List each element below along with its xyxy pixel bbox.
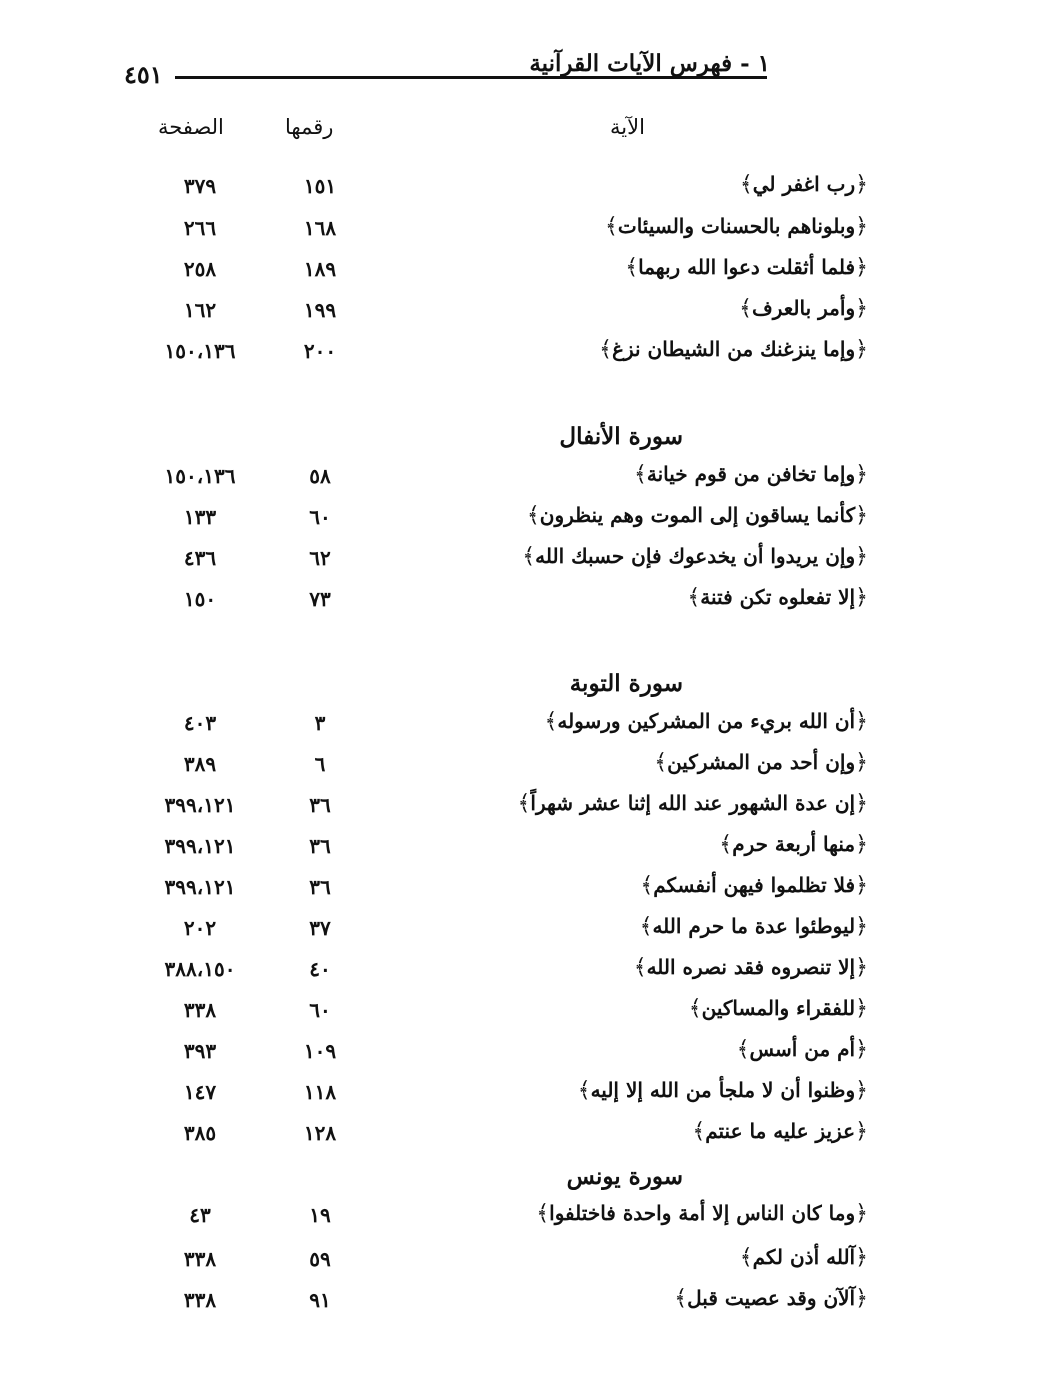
verse-number: ٦٢ xyxy=(309,546,331,570)
verse-text: ﴿وبلوناهم بالحسنات والسيئات﴾ xyxy=(604,214,868,239)
ornate-bracket-open: ﴿ xyxy=(855,791,868,816)
page-ref: ٣٧٩ xyxy=(183,174,217,198)
verse-number: ١٥١ xyxy=(303,174,337,198)
index-row xyxy=(0,460,1038,496)
ornate-bracket-open: ﴿ xyxy=(855,1037,868,1062)
page-ref: ٣٩٩،١٢١ xyxy=(164,793,236,817)
page-ref: ٤٣ xyxy=(189,1203,211,1227)
ornate-bracket-open: ﴿ xyxy=(855,914,868,939)
index-row xyxy=(0,707,1038,743)
ornate-bracket-close: ﴾ xyxy=(739,172,753,197)
verse-text: ﴿وأمر بالعرف﴾ xyxy=(739,296,868,321)
page-ref: ١٤٧ xyxy=(183,1080,217,1104)
verse-number: ٣٧ xyxy=(309,916,331,940)
page-ref: ٢٠٢ xyxy=(183,916,217,940)
ornate-bracket-close: ﴾ xyxy=(633,955,647,980)
page-ref: ٤٠٣ xyxy=(183,711,217,735)
page-ref: ١٥٠ xyxy=(183,587,217,611)
index-row xyxy=(0,212,1038,248)
page-ref: ٣٩٩،١٢١ xyxy=(164,834,236,858)
verse-text: ﴿وإن أحد من المشركين﴾ xyxy=(654,750,868,775)
ornate-bracket-close: ﴾ xyxy=(687,585,701,610)
verse-text: ﴿إلا تفعلوه تكن فتنة﴾ xyxy=(687,585,868,610)
verse-text: ﴿عزيز عليه ما عنتم﴾ xyxy=(692,1119,868,1144)
ornate-bracket-open: ﴿ xyxy=(855,255,868,280)
ornate-bracket-open: ﴿ xyxy=(855,544,868,569)
verse-text: ﴿كأنما يساقون إلى الموت وهم ينظرون﴾ xyxy=(526,503,868,528)
ornate-bracket-close: ﴾ xyxy=(577,1078,591,1103)
page-ref: ٣٩٩،١٢١ xyxy=(164,875,236,899)
ornate-bracket-close: ﴾ xyxy=(739,296,752,321)
page-ref: ٢٦٦ xyxy=(183,216,217,240)
verse-number: ٣٦ xyxy=(309,834,331,858)
verse-text: ﴿إن عدة الشهور عند الله إثنا عشر شهراً﴾ xyxy=(517,791,868,816)
ornate-bracket-close: ﴾ xyxy=(640,873,654,898)
verse-number: ١١٨ xyxy=(303,1080,337,1104)
page-ref: ٤٣٦ xyxy=(183,546,217,570)
verse-text: ﴿فلا تظلموا فيهن أنفسكم﴾ xyxy=(640,873,868,898)
index-row xyxy=(0,583,1038,619)
surah-heading: سورة التوبة xyxy=(569,670,683,697)
index-row xyxy=(0,1035,1038,1071)
page-ref: ١٣٣ xyxy=(183,505,217,529)
index-row xyxy=(0,871,1038,907)
page-ref: ٣٨٩ xyxy=(183,752,217,776)
page-ref: ٣٣٨ xyxy=(183,998,217,1022)
verse-text: ﴿ليوطئوا عدة ما حرم الله﴾ xyxy=(639,914,868,939)
verse-number: ١٩ xyxy=(309,1203,331,1227)
ornate-bracket-open: ﴿ xyxy=(855,996,868,1021)
ornate-bracket-close: ﴾ xyxy=(599,337,613,362)
surah-heading: سورة الأنفال xyxy=(559,423,683,450)
ornate-bracket-open: ﴿ xyxy=(855,750,868,775)
column-heading-page: الصفحة xyxy=(158,115,224,139)
verse-number: ٦٠ xyxy=(309,505,331,529)
verse-number: ١٦٨ xyxy=(303,216,337,240)
verse-number: ٥٨ xyxy=(309,464,331,488)
page-ref: ٣٨٥ xyxy=(183,1121,217,1145)
ornate-bracket-close: ﴾ xyxy=(522,544,536,569)
ornate-bracket-open: ﴿ xyxy=(855,1078,868,1103)
ornate-bracket-open: ﴿ xyxy=(855,214,868,239)
index-row xyxy=(0,170,1038,206)
ornate-bracket-open: ﴿ xyxy=(855,296,868,321)
verse-text: ﴿وإن يريدوا أن يخدعوك فإن حسبك الله﴾ xyxy=(522,544,868,569)
ornate-bracket-open: ﴿ xyxy=(855,709,868,734)
verse-number: ٣ xyxy=(314,711,326,735)
ornate-bracket-close: ﴾ xyxy=(604,214,618,239)
page-ref: ٣٣٨ xyxy=(183,1288,217,1312)
verse-text: ﴿رب اغفر لي﴾ xyxy=(739,172,868,197)
ornate-bracket-close: ﴾ xyxy=(544,709,558,734)
page-ref: ٣٣٨ xyxy=(183,1247,217,1271)
ornate-bracket-open: ﴿ xyxy=(855,503,868,528)
index-row xyxy=(0,953,1038,989)
page-number: ٤٥١ xyxy=(124,60,163,89)
ornate-bracket-close: ﴾ xyxy=(739,1245,753,1270)
verse-number: ٥٩ xyxy=(309,1247,331,1271)
index-row xyxy=(0,994,1038,1030)
column-heading-verse: الآية xyxy=(610,115,645,139)
ornate-bracket-close: ﴾ xyxy=(719,832,733,857)
ornate-bracket-open: ﴿ xyxy=(855,172,868,197)
verse-text: ﴿آلله أذن لكم﴾ xyxy=(739,1245,868,1270)
verse-number: ١٩٩ xyxy=(303,298,337,322)
verse-text: ﴿للفقراء والمساكين﴾ xyxy=(688,996,868,1021)
page-ref: ١٦٢ xyxy=(183,298,217,322)
ornate-bracket-close: ﴾ xyxy=(526,503,540,528)
verse-text: ﴿وما كان الناس إلا أمة واحدة فاختلفوا﴾ xyxy=(536,1201,868,1226)
verse-text: ﴿أم من أسس﴾ xyxy=(736,1037,868,1062)
ornate-bracket-open: ﴿ xyxy=(855,1201,868,1226)
ornate-bracket-open: ﴿ xyxy=(855,462,868,487)
verse-number: ١٨٩ xyxy=(303,257,337,281)
ornate-bracket-open: ﴿ xyxy=(855,832,868,857)
ornate-bracket-close: ﴾ xyxy=(688,996,702,1021)
ornate-bracket-close: ﴾ xyxy=(639,914,653,939)
verse-number: ٢٠٠ xyxy=(303,339,337,363)
ornate-bracket-close: ﴾ xyxy=(736,1037,750,1062)
verse-text: ﴿وظنوا أن لا ملجأ من الله إلا إليه﴾ xyxy=(577,1078,868,1103)
verse-text: ﴿فلما أثقلت دعوا الله ربهما﴾ xyxy=(625,255,868,280)
page-ref: ٢٥٨ xyxy=(183,257,217,281)
verse-number: ١٢٨ xyxy=(303,1121,337,1145)
verse-number: ٣٦ xyxy=(309,875,331,899)
index-row xyxy=(0,1199,1038,1235)
index-row xyxy=(0,830,1038,866)
index-row xyxy=(0,1284,1038,1320)
index-row xyxy=(0,789,1038,825)
verse-number: ٤٠ xyxy=(309,957,331,981)
index-row xyxy=(0,1117,1038,1153)
ornate-bracket-close: ﴾ xyxy=(517,791,531,816)
index-row xyxy=(0,542,1038,578)
page-ref: ٣٨٨،١٥٠ xyxy=(164,957,236,981)
verse-number: ٦ xyxy=(314,752,326,776)
column-heading-number: رقمها xyxy=(285,115,334,139)
index-row xyxy=(0,501,1038,537)
surah-heading: سورة يونس xyxy=(566,1163,683,1190)
verse-text: ﴿أن الله بريء من المشركين ورسوله﴾ xyxy=(544,709,868,734)
ornate-bracket-open: ﴿ xyxy=(855,337,868,362)
page-ref: ١٥٠،١٣٦ xyxy=(164,339,236,363)
verse-text: ﴿وإما ينزغنك من الشيطان نزغ﴾ xyxy=(599,337,868,362)
verse-text: ﴿إلا تنصروه فقد نصره الله﴾ xyxy=(633,955,868,980)
page-ref: ١٥٠،١٣٦ xyxy=(164,464,236,488)
index-row xyxy=(0,335,1038,371)
verse-number: ٣٦ xyxy=(309,793,331,817)
index-row xyxy=(0,748,1038,784)
ornate-bracket-close: ﴾ xyxy=(674,1286,688,1311)
ornate-bracket-open: ﴿ xyxy=(855,585,868,610)
verse-number: ٧٣ xyxy=(309,587,331,611)
ornate-bracket-close: ﴾ xyxy=(536,1201,550,1226)
index-row xyxy=(0,294,1038,330)
page-ref: ٣٩٣ xyxy=(183,1039,217,1063)
ornate-bracket-open: ﴿ xyxy=(855,1245,868,1270)
index-row xyxy=(0,1243,1038,1279)
ornate-bracket-close: ﴾ xyxy=(654,750,668,775)
ornate-bracket-close: ﴾ xyxy=(633,462,647,487)
ornate-bracket-open: ﴿ xyxy=(855,1286,868,1311)
verse-number: ١٠٩ xyxy=(303,1039,337,1063)
verse-text: ﴿وإما تخافن من قوم خيانة﴾ xyxy=(633,462,868,487)
ornate-bracket-open: ﴿ xyxy=(855,873,868,898)
ornate-bracket-close: ﴾ xyxy=(625,255,639,280)
index-row xyxy=(0,1076,1038,1112)
ornate-bracket-open: ﴿ xyxy=(855,955,868,980)
index-row xyxy=(0,253,1038,289)
ornate-bracket-open: ﴿ xyxy=(855,1119,868,1144)
verse-text: ﴿آلآن وقد عصيت قبل﴾ xyxy=(674,1286,868,1311)
verse-number: ٩١ xyxy=(309,1288,331,1312)
index-row xyxy=(0,912,1038,948)
ornate-bracket-close: ﴾ xyxy=(692,1119,706,1144)
verse-text: ﴿منها أربعة حرم﴾ xyxy=(719,832,868,857)
verse-number: ٦٠ xyxy=(309,998,331,1022)
header-title: ١ - فهرس الآيات القرآنية xyxy=(529,50,770,77)
